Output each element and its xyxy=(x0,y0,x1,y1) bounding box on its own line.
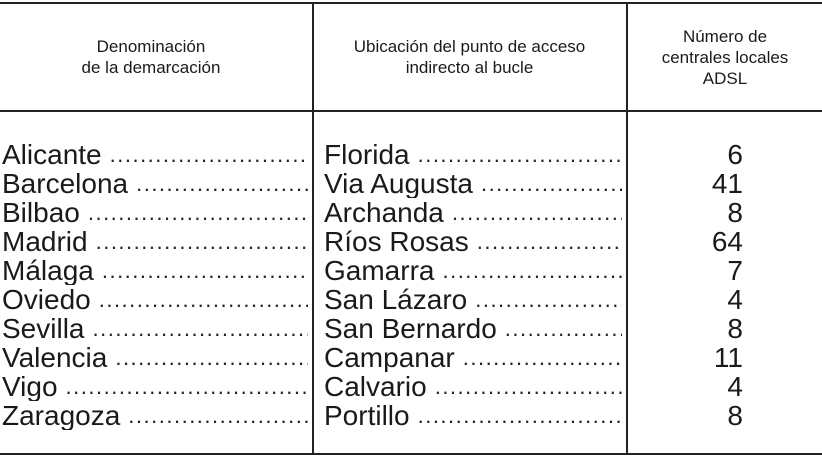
denominacion-cell xyxy=(2,140,308,169)
denominacion-cell xyxy=(2,227,308,256)
header-line: Denominación xyxy=(96,37,206,56)
header-line: Número de xyxy=(682,26,768,46)
leader-dots xyxy=(92,314,308,343)
table-body xyxy=(0,140,822,430)
table-row xyxy=(0,227,822,256)
denominacion-cell xyxy=(2,343,308,372)
leader-dots xyxy=(477,227,622,256)
leader-dots xyxy=(102,256,308,285)
denominacion-cell xyxy=(2,401,308,430)
denominacion-text: Sevilla xyxy=(2,314,85,343)
leader-dots xyxy=(66,372,308,401)
ubicacion-text: Florida xyxy=(324,140,410,169)
denominacion-text: Madrid xyxy=(2,227,88,256)
leader-dots xyxy=(452,198,622,227)
header-ubicacion xyxy=(313,4,626,110)
denominacion-cell xyxy=(2,198,308,227)
ubicacion-cell xyxy=(324,169,622,198)
denominacion-text: Málaga xyxy=(2,256,94,285)
ubicacion-cell xyxy=(324,285,622,314)
ubicacion-cell xyxy=(324,343,622,372)
numero-cell: 7 xyxy=(727,256,743,285)
ubicacion-cell xyxy=(324,256,622,285)
ubicacion-cell xyxy=(324,140,622,169)
leader-dots xyxy=(128,401,308,430)
denominacion-text: Zaragoza xyxy=(2,401,121,430)
denominacion-cell xyxy=(2,372,308,401)
denominacion-cell xyxy=(2,314,308,343)
denominacion-text: Bilbao xyxy=(2,198,80,227)
table-row xyxy=(0,256,822,285)
leader-dots xyxy=(418,140,622,169)
numero-cell: 6 xyxy=(727,140,743,169)
ubicacion-cell xyxy=(324,401,622,430)
header-line: centrales locales xyxy=(661,47,789,67)
table-row xyxy=(0,372,822,401)
leader-dots xyxy=(463,343,622,372)
ubicacion-text: Portillo xyxy=(324,401,410,430)
numero-cell: 41 xyxy=(711,169,743,198)
denominacion-cell xyxy=(2,256,308,285)
leader-dots xyxy=(418,401,622,430)
header-line: indirecto al bucle xyxy=(405,58,534,77)
numero-cell: 4 xyxy=(727,285,743,314)
leader-dots xyxy=(481,169,622,198)
denominacion-text: Alicante xyxy=(2,140,102,169)
leader-dots xyxy=(136,169,308,198)
ubicacion-text: Ríos Rosas xyxy=(324,227,469,256)
table-row xyxy=(0,343,822,372)
ubicacion-text: Campanar xyxy=(324,343,455,372)
ubicacion-cell xyxy=(324,227,622,256)
leader-dots xyxy=(88,198,308,227)
ubicacion-text: San Lázaro xyxy=(324,285,468,314)
ubicacion-cell xyxy=(324,198,622,227)
table-row xyxy=(0,198,822,227)
table-row xyxy=(0,140,822,169)
denominacion-cell xyxy=(2,285,308,314)
table-row xyxy=(0,401,822,430)
leader-dots xyxy=(115,343,308,372)
leader-dots xyxy=(505,314,622,343)
numero-cell: 4 xyxy=(727,372,743,401)
table-row xyxy=(0,285,822,314)
ubicacion-text: Calvario xyxy=(324,372,427,401)
denominacion-text: Vigo xyxy=(2,372,58,401)
ubicacion-text: Archanda xyxy=(324,198,444,227)
header-line: ADSL xyxy=(702,68,748,88)
denominacion-text: Valencia xyxy=(2,343,108,372)
header-divider xyxy=(0,110,822,112)
header-numero-centrales xyxy=(628,4,822,110)
denominacion-text: Oviedo xyxy=(2,285,91,314)
numero-cell: 8 xyxy=(727,198,743,227)
leader-dots xyxy=(442,256,622,285)
leader-dots xyxy=(96,227,308,256)
ubicacion-text: Via Augusta xyxy=(324,169,473,198)
header-line: de la demarcación xyxy=(81,58,221,77)
numero-cell: 8 xyxy=(727,314,743,343)
adsl-access-table xyxy=(0,2,822,455)
denominacion-cell xyxy=(2,169,308,198)
leader-dots xyxy=(99,285,308,314)
ubicacion-cell xyxy=(324,314,622,343)
leader-dots xyxy=(475,285,622,314)
ubicacion-cell xyxy=(324,372,622,401)
ubicacion-text: Gamarra xyxy=(324,256,435,285)
table-row xyxy=(0,314,822,343)
numero-cell: 11 xyxy=(713,343,743,372)
numero-cell: 64 xyxy=(711,227,743,256)
table-row xyxy=(0,169,822,198)
leader-dots xyxy=(435,372,622,401)
leader-dots xyxy=(110,140,308,169)
header-denominacion xyxy=(0,4,312,110)
denominacion-text: Barcelona xyxy=(2,169,129,198)
numero-cell: 8 xyxy=(727,401,743,430)
ubicacion-text: San Bernardo xyxy=(324,314,497,343)
header-line: Ubicación del punto de acceso xyxy=(353,37,586,56)
